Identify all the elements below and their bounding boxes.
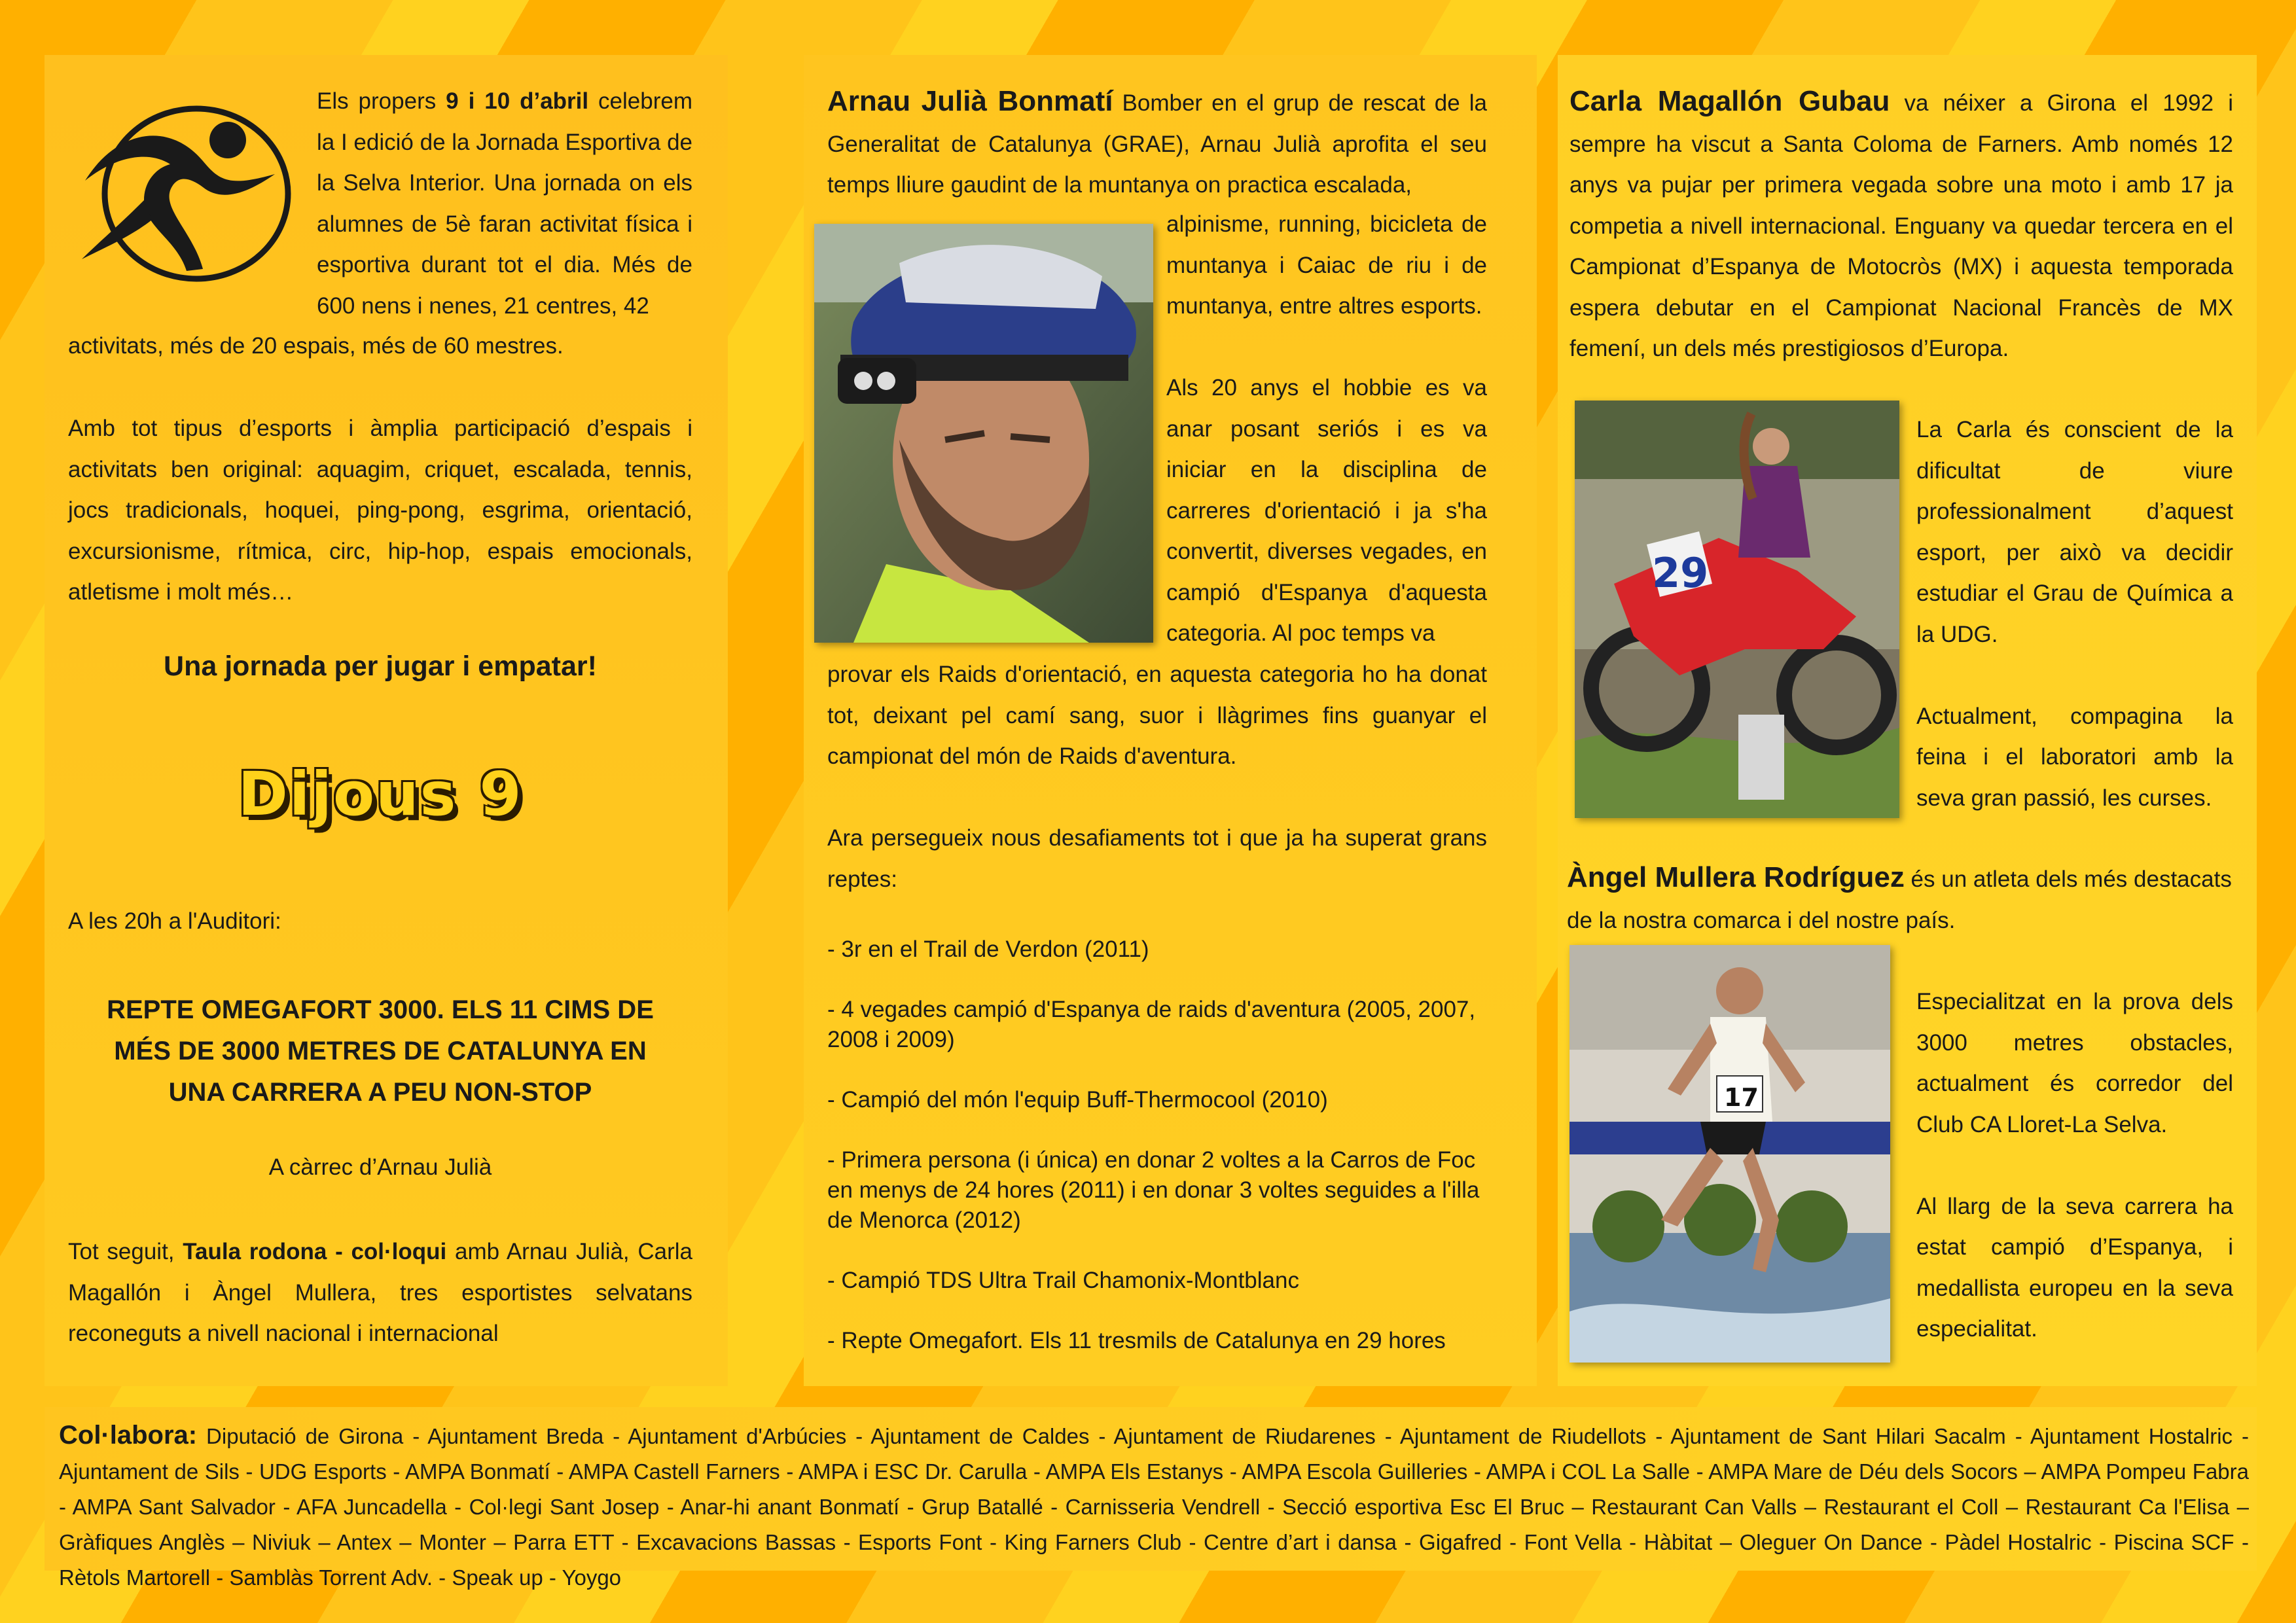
list-item: - Campió del món l'equip Buff-Thermocool (2010) [827,1087,1328,1113]
repte-line: UNA CARRERA A PEU NON-STOP [168,1078,592,1107]
moto-number: 29 [1652,549,1709,597]
intro-last-line: activitats, més de 20 espais, més de 60 mestres. [68,333,564,359]
angel-paragraph: Especialitzat en la prova dels 3000 metres obstacles, actualment és corredor del Club CA Lloret-La Selva. [1916,989,2233,1137]
taula-paragraph [68,1232,692,1355]
carla-paragraph: La Carla és conscient de la dificultat de viure professionalment d’aquest esport, per això va decidir estudiar el Grau de Química a la UDG. [1916,417,2233,647]
taula-bold: Taula rodona - col·loqui [183,1239,447,1264]
arnau-name: Arnau Julià Bonmatí [827,85,1113,117]
arnau-intro [827,81,1487,206]
slogan: Una jornada per jugar i empatar! [164,651,597,682]
angel-name: Àngel Mullera Rodríguez [1567,861,1905,893]
carla-paragraph: Actualment, compagina la feina i el laboratori amb la seva gran passió, les curses. [1916,703,2233,811]
day-title: Dijous 9 [238,759,523,829]
intro-text [317,81,692,327]
intro-dates: 9 i 10 d’abril [446,88,589,114]
carla-head-text: va néixer a Girona el 1992 i sempre ha viscut a Santa Coloma de Farners. Amb només 12 anys va pujar per primera vegada sobre una moto i amb 17 ja competia a nivell internacional. Enguany va quedar tercera en el Campionat d’Espanya de Motocròs (MX) i aquesta temporada espera debutar en el Campionat Nacional Francès de MX femení, un dels més prestigiosos d’Europa. [1570,90,2233,361]
repte-title [81,990,679,1113]
bib-number: 17 [1724,1083,1759,1112]
list-item: - Campió TDS Ultra Trail Chamonix-Montblanc [827,1268,1299,1293]
carla-photo [1575,401,1899,818]
intro-pre: Els propers [317,88,446,114]
arnau-orientation: Als 20 anys el hobbie es va anar posant seriós i es va iniciar en la disciplina de carreres d'orientació i ja s'ha convertit, diverses vegades, en campió d'Espanya d'aquesta categoria. Al poc temps va [1166,375,1487,646]
list-item: - Primera persona (i única) en donar 2 voltes a la Carros de Foc en menys de 24 hores (2011) i en donar 3 voltes seguides a l'illa de Menorca (2012) [827,1147,1480,1233]
arnau-challenges: Ara persegueix nous desafiaments tot i que ja ha superat grans reptes: [827,825,1487,892]
carla-name: Carla Magallón Gubau [1570,85,1890,117]
arnau-head-text: Bomber en el grup de rescat de la Generalitat de Catalunya (GRAE), Arnau Julià aprofita el seu temps lliure gaudint de la muntanya on practica escalada, [827,90,1488,198]
list-item: - 3r en el Trail de Verdon (2011) [827,936,1149,962]
arnau-sports: alpinisme, running, bicicleta de muntanya i Caiac de riu i de muntanya, entre altres esports. [1166,211,1487,319]
taula-pre: Tot seguit, [68,1239,183,1264]
arnau-raids: provar els Raids d'orientació, en aquesta categoria ho ha donat tot, deixant pel camí sang, suor i llàgrimes fins guanyar el campionat del món de Raids d'aventura. [827,662,1487,769]
angel-text [1916,982,2233,1350]
angel-head-text: és un atleta dels més destacats de la nostra comarca i del nostre país. [1567,866,2232,933]
collaborators [59,1418,2249,1596]
collaborators-label: Col·labora: [59,1421,198,1450]
list-item: - Repte Omegafort. Els 11 tresmils de Catalunya en 29 hores [827,1328,1446,1353]
event-hour: A les 20h a l'Auditori: [68,908,281,934]
angel-intro [1567,857,2241,941]
taula-post: amb Arnau Julià, Carla Magallón i Àngel Mullera, tres esportistes selvatans reconeguts a nivell nacional i internacional [68,1239,693,1346]
repte-line: MÉS DE 3000 METRES DE CATALUNYA EN [114,1037,647,1065]
sports-paragraph: Amb tot tipus d’esports i àmplia participació d’espais i activitats ben original: aquagim, criquet, escalada, tennis, jocs tradicionals, hoquei, ping-pong, esgrima, orientació, excursionisme, rítmica, circ, hip-hop, espais emocionals, atletisme i molt més… [68,416,692,605]
repte-line: REPTE OMEGAFORT 3000. ELS 11 CIMS DE [107,995,654,1024]
intro-body: celebrem la I edició de la Jornada Esportiva de la Selva Interior. Una jornada on els alumnes de 5è faran activitat física i esportiva durant tot el dia. Més de 600 nens i nenes, 21 centres, 42 [317,88,693,319]
carla-text [1916,410,2233,819]
carla-intro [1570,81,2233,370]
achievements-list [827,935,1487,1386]
list-item: - 4 vegades campió d'Espanya de raids d'aventura (2005, 2007, 2008 i 2009) [827,997,1476,1052]
collaborators-list: Diputació de Girona - Ajuntament Breda - Ajuntament d'Arbúcies - Ajuntament de Caldes - Ajuntament de Riudarenes - Ajuntament de Riudellots - Ajuntament de Sant Hilari Sacalm - Ajuntament Hostalric - Ajuntament de Sils - UDG Esports - AMPA Bonmatí - AMPA Castell Farners - AMPA i ESC Dr. Carulla - AMPA Els Estanys - AMPA Escola Guilleries - AMPA i COL La Salle - AMPA Mare de Déu dels Socors – AMPA Pompeu Fabra - AMPA Sant Salvador - AFA Juncadella - Col·legi Sant Josep - Anar-hi anant Bonmatí - Grup Batallé - Carnisseria Vendrell - Secció esportiva Esc El Bruc – Restaurant Can Valls – Restaurant el Coll – Restaurant Ca l'Elisa – Gràfiques Anglès – Niviuk – Antex – Monter – Parra ETT - Excavacions Bassas - Esports Font - King Farners Club - Centre d’art i dansa - Gigafred - Font Vella - Hàbitat – Oleguer On Dance - Pàdel Hostalric - Piscina SCF - Rètols Martorell - Samblàs Torrent Adv. - Speak up - Yoygo [59,1424,2249,1590]
carrec: A càrrec d’Arnau Julià [268,1154,492,1180]
angel-paragraph: Al llarg de la seva carrera ha estat campió d’Espanya, i medallista europeu en la seva especialitat. [1916,1193,2233,1342]
angel-photo [1570,945,1890,1363]
arnau-photo [814,224,1153,643]
runner-logo-icon [79,102,295,285]
